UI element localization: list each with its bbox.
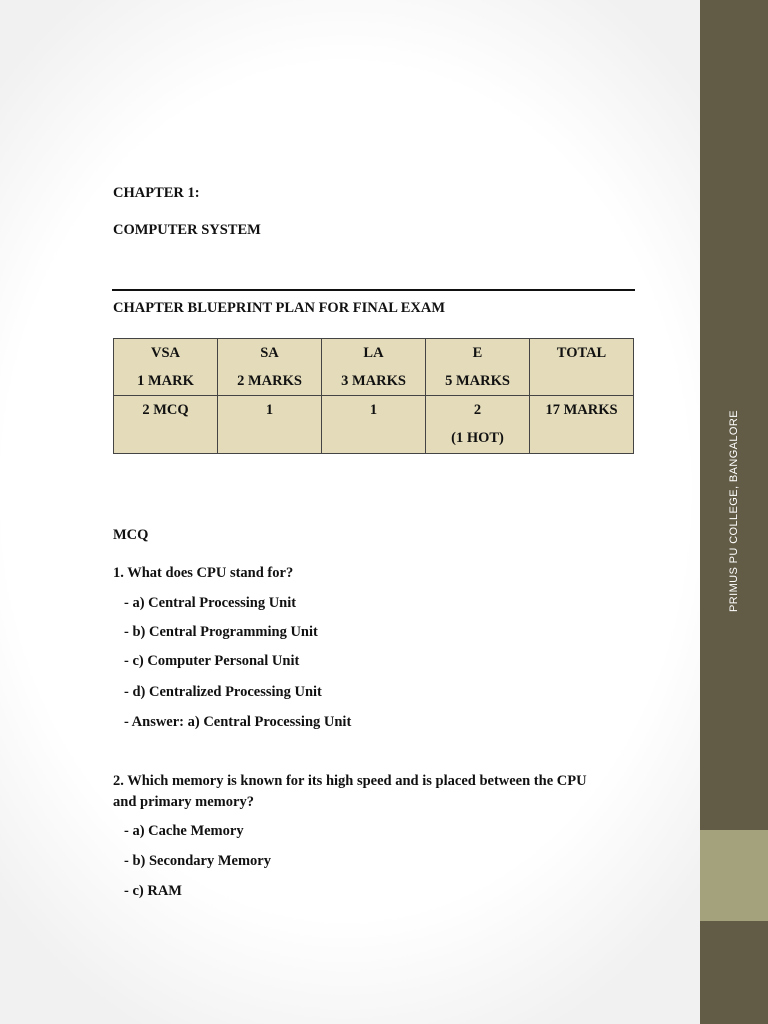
data-cell-vsa: 2 MCQ xyxy=(114,396,218,454)
header-cell-vsa: VSA 1 MARK xyxy=(114,339,218,396)
q1-answer: - Answer: a) Central Processing Unit xyxy=(124,714,352,730)
mcq-heading: MCQ xyxy=(113,527,149,543)
q1-option-c: - c) Computer Personal Unit xyxy=(124,653,300,669)
data-cell-total: 17 MARKS xyxy=(530,396,634,454)
q1-option-b: - b) Central Programming Unit xyxy=(124,624,318,640)
divider-line xyxy=(112,289,635,291)
q1-option-a: - a) Central Processing Unit xyxy=(124,595,297,611)
data-cell-sa: 1 xyxy=(218,396,322,454)
table-header-row xyxy=(114,339,634,396)
chapter-title: COMPUTER SYSTEM xyxy=(113,222,261,238)
q2-option-c: - c) RAM xyxy=(124,883,182,899)
question-1: 1. What does CPU stand for? xyxy=(113,565,294,581)
table-row xyxy=(114,396,634,454)
header-cell-total: TOTAL xyxy=(530,339,634,396)
blueprint-table xyxy=(113,338,634,454)
question-2-line-2: and primary memory? xyxy=(113,794,254,810)
sidebar xyxy=(700,0,768,1024)
q2-option-a: - a) Cache Memory xyxy=(124,823,244,839)
header-cell-sa: SA 2 MARKS xyxy=(218,339,322,396)
data-cell-e: 2 (1 HOT) xyxy=(426,396,530,454)
sidebar-college-name: PRIMUS PU COLLEGE, BANGALORE xyxy=(728,410,740,612)
header-cell-la: LA 3 MARKS xyxy=(322,339,426,396)
q1-option-d: - d) Centralized Processing Unit xyxy=(124,684,322,700)
sidebar-accent-block xyxy=(700,830,768,921)
blueprint-heading: CHAPTER BLUEPRINT PLAN FOR FINAL EXAM xyxy=(113,300,446,316)
q2-option-b: - b) Secondary Memory xyxy=(124,853,271,869)
data-cell-la: 1 xyxy=(322,396,426,454)
chapter-label: CHAPTER 1: xyxy=(113,185,200,201)
question-2-line-1: 2. Which memory is known for its high speed and is placed between the CPU xyxy=(113,773,587,789)
header-cell-e: E 5 MARKS xyxy=(426,339,530,396)
